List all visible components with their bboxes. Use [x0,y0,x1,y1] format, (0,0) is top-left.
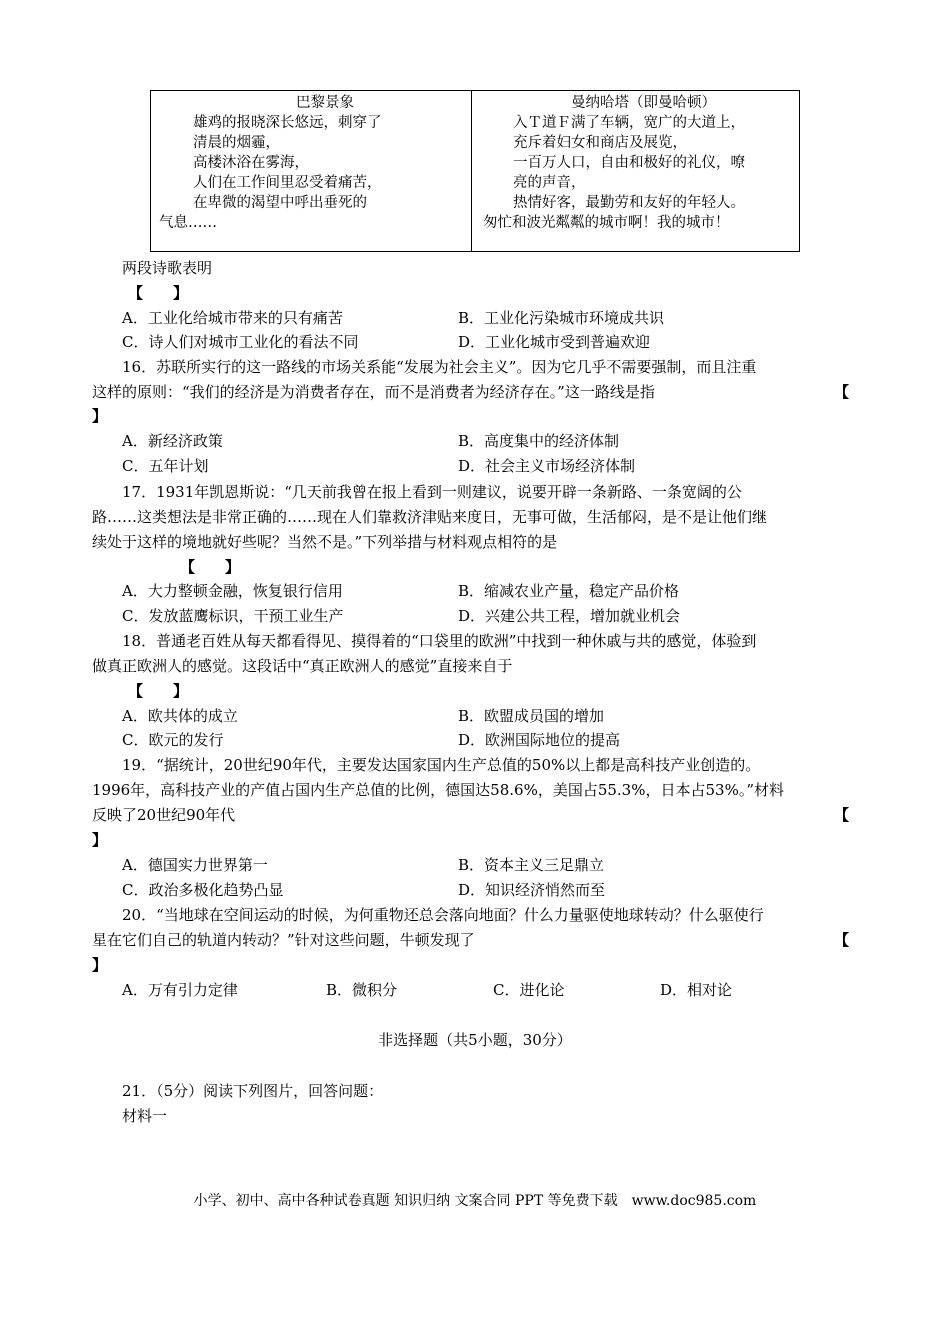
paris-poem-line: 高楼沐浴在雾海， [193,155,309,171]
paris-poem-line: 雄鸡的报晓深长悠远，刺穿了 [193,115,382,131]
q21-stem-line: 21．（5分）阅读下列图片，回答问题： [122,1082,384,1100]
q20-bracket-open: 【 [834,931,850,949]
q15-option-b: B．工业化污染城市环境成共识 [458,309,665,327]
q18-stem-line: 18．普通老百姓从每天都看得见、摸得着的“口袋里的欧洲”中找到一种休戚与共的感觉，体验到 [122,632,757,650]
q20-option-b: B．微积分 [326,981,398,999]
q17-option-d: D．兴建公共工程，增加就业机会 [458,607,681,625]
q21-material-label: 材料一 [122,1107,168,1125]
manhattan-poem-line: 一百万人口，自由和极好的礼仪，嘹 [513,155,745,171]
manhattan-poem-line: 亮的声音， [513,175,586,191]
manhattan-poem-line: 充斥着妇女和商店及展览， [513,135,687,151]
page-footer: 小学、初中、高中各种试卷真题 知识归纳 文案合同 PPT 等免费下载 www.doc985.com [193,1193,757,1209]
paris-poem-line: 气息…… [159,215,217,231]
q17-option-b: B．缩减农业产量，稳定产品价格 [458,582,680,600]
q20-option-c: C．进化论 [493,981,565,999]
q19-bracket-close: 】 [92,831,108,849]
paris-poem-title: 巴黎景象 [296,95,354,111]
q19-stem-line: 19．“据统计，20世纪90年代，主要发达国家国内生产总值的50%以上都是高科技产业创造的。 [122,756,761,774]
q19-stem-line: 反映了20世纪90年代 [92,806,236,824]
q17-answer-bracket: 【 】 [180,558,241,576]
q15-option-c: C．诗人们对城市工业化的看法不同 [122,333,359,351]
manhattan-poem-line: 匆忙和波光粼粼的城市啊！我的城市！ [483,215,730,231]
q16-option-a: A．新经济政策 [122,432,223,450]
q18-stem-line: 做真正欧洲人的感觉。这段话中“真正欧洲人的感觉”直接来自于 [92,657,513,675]
poem-comparison-table [150,90,800,252]
q19-stem-line: 1996年，高科技产业的产值占国内生产总值的比例，德国达58.6%，美国占55.3%，日本占53%。”材料 [92,781,784,799]
q17-option-a: A．大力整顿金融，恢复银行信用 [122,582,343,600]
q16-bracket-close: 】 [92,407,108,425]
section-title: 非选择题（共5小题，30分） [378,1031,572,1049]
q17-stem-line: 续处于这样的境地就好些呢？当然不是。”下列举措与材料观点相符的是 [92,533,558,551]
q18-option-b: B．欧盟成员国的增加 [458,707,605,725]
q20-stem-line: 星在它们自己的轨道内转动？”针对这些问题，牛顿发现了 [92,931,475,949]
manhattan-poem-line: 热情好客，最勤劳和友好的年轻人。 [513,195,745,211]
q17-stem-line: 17．1931年凯恩斯说：“几天前我曾在报上看到一则建议，说要开辟一条新路、一条宽阔的公 [122,483,742,501]
q18-option-c: C．欧元的发行 [122,731,224,749]
paris-poem-line: 清晨的烟霾， [193,135,280,151]
q15-option-a: A．工业化给城市带来的只有痛苦 [122,309,343,327]
q17-option-c: C．发放蓝鹰标识，干预工业生产 [122,607,344,625]
q18-option-d: D．欧洲国际地位的提高 [458,731,621,749]
manhattan-poem-line: 入Ｔ道Ｆ满了车辆，宽广的大道上， [513,115,745,131]
q19-option-c: C．政治多极化趋势凸显 [122,881,284,899]
q16-bracket-open: 【 [834,383,850,401]
q16-stem-line: 16．苏联所实行的这一路线的市场关系能“发展为社会主义”。因为它几乎不需要强制，而且注重 [122,358,757,376]
q20-option-d: D．相对论 [660,981,733,999]
table-divider [471,91,472,251]
q20-option-a: A．万有引力定律 [122,981,238,999]
q19-option-b: B．资本主义三足鼎立 [458,856,605,874]
q19-option-a: A．德国实力世界第一 [122,856,268,874]
paris-poem-line: 人们在工作间里忍受着痛苦， [193,175,382,191]
q16-option-b: B．高度集中的经济体制 [458,432,620,450]
manhattan-poem-title: 曼纳哈塔（即曼哈顿） [571,95,716,111]
q18-answer-bracket: 【 】 [128,682,189,700]
q20-bracket-close: 】 [92,956,108,974]
q16-option-c: C．五年计划 [122,457,209,475]
q16-stem-line: 这样的原则：“我们的经济是为消费者存在，而不是消费者为经济存在。”这一路线是指 [92,383,655,401]
q15-stem: 两段诗歌表明 [122,259,213,277]
q19-bracket-open: 【 [834,806,850,824]
q15-answer-bracket: 【 】 [128,284,189,302]
q15-option-d: D．工业化城市受到普遍欢迎 [458,333,651,351]
q20-stem-line: 20．“当地球在空间运动的时候，为何重物还总会落向地面？什么力量驱使地球转动？什么驱使行 [122,906,764,924]
q19-option-d: D．知识经济悄然而至 [458,881,606,899]
paris-poem-line: 在卑微的渴望中呼出垂死的 [193,195,367,211]
q18-option-a: A．欧共体的成立 [122,707,238,725]
q17-stem-line: 路……这类想法是非常正确的……现在人们靠救济津贴来度日，无事可做，生活郁闷，是不是让他们继 [92,508,768,526]
q16-option-d: D．社会主义市场经济体制 [458,457,636,475]
